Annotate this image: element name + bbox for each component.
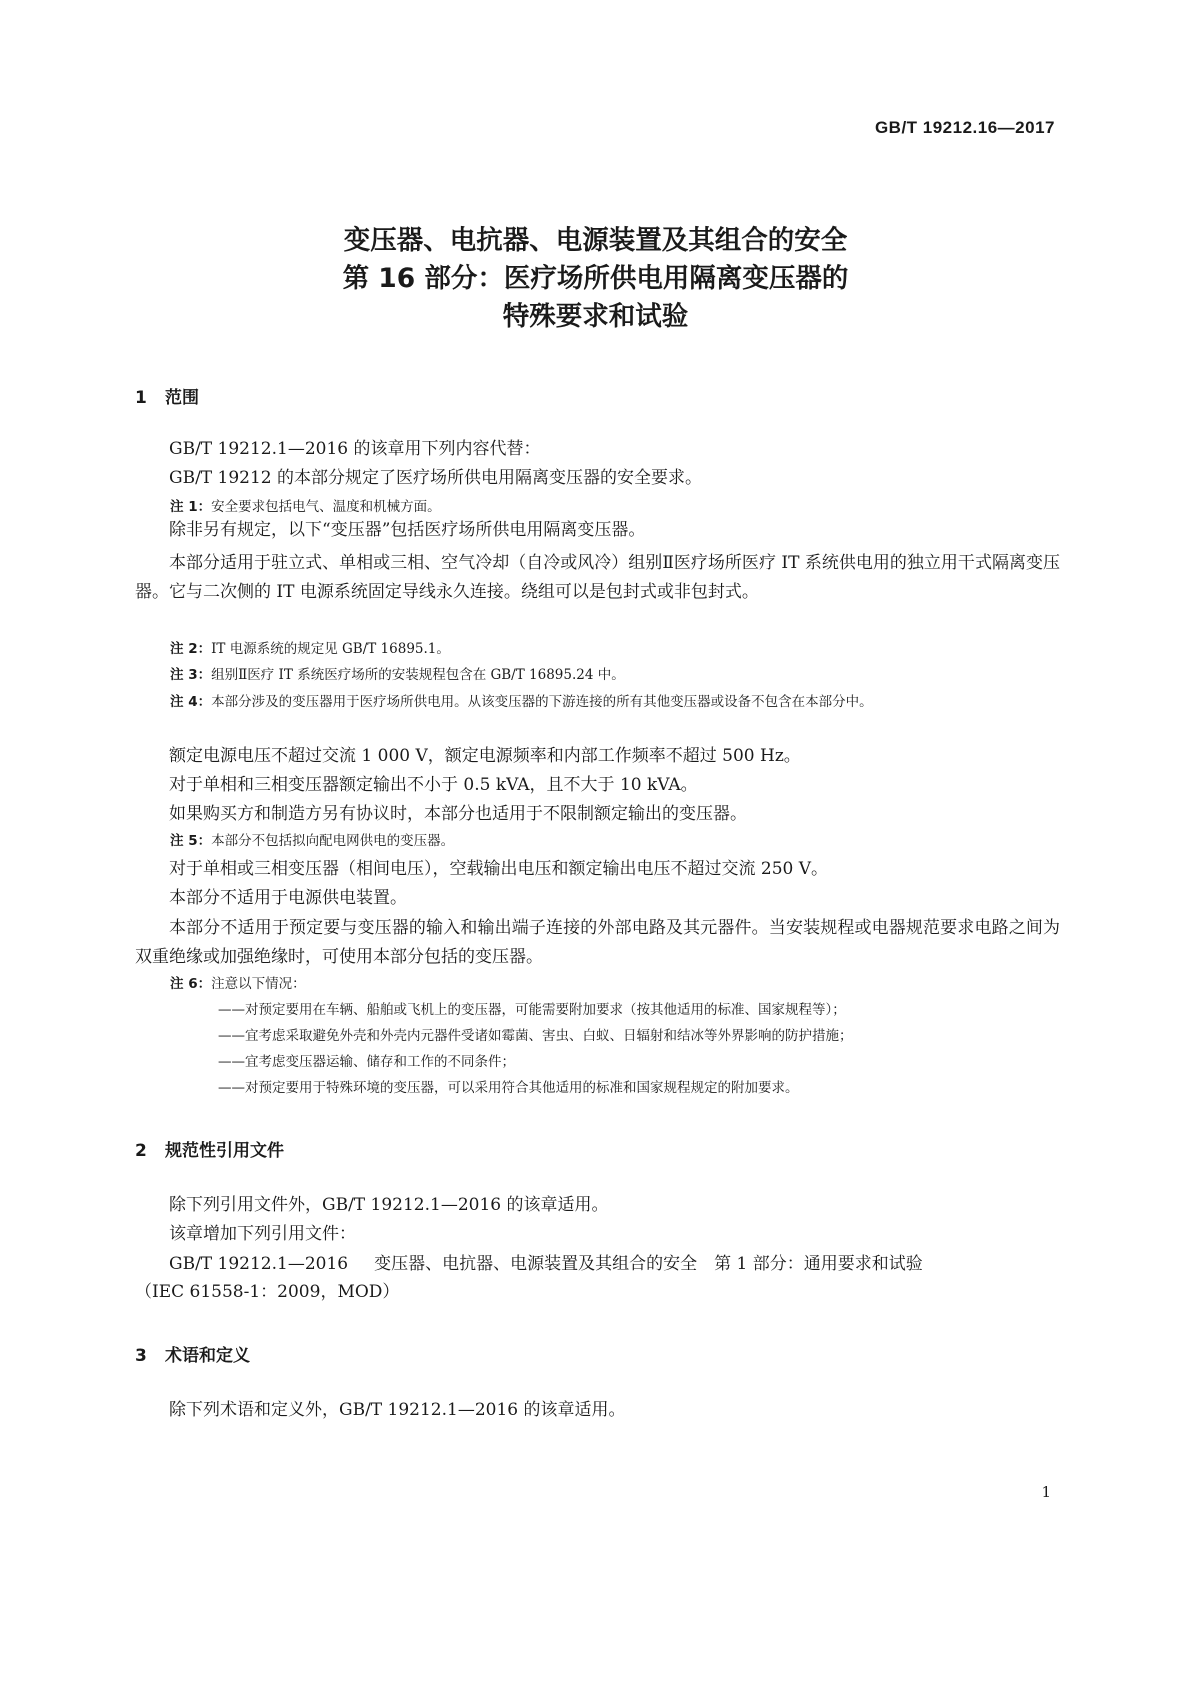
title-line-2: 第 16 部分：医疗场所供电用隔离变压器的 [342, 263, 849, 294]
title-line-1: 变压器、电抗器、电源装置及其组合的安全 [343, 225, 848, 256]
section-2-heading [135, 1136, 284, 1161]
paragraph: 除下列引用文件外，GB/T 19212.1—2016 的该章适用。 [169, 1195, 609, 1215]
note-text: 本部分不包括拟向配电网供电的变压器。 [211, 833, 455, 849]
section-number: 1 [135, 388, 147, 408]
note-text: 本部分涉及的变压器用于医疗场所供电用。从该变压器的下游连接的所有其他变压器或设备不包含在本部分中。 [211, 694, 873, 710]
paragraph: 如果购买方和制造方另有协议时，本部分也适用于不限制额定输出的变压器。 [169, 804, 747, 824]
reference-code: GB/T 19212.1—2016 [169, 1254, 349, 1274]
note-label: 注 5： [170, 833, 212, 849]
note-label: 注 6： [170, 976, 212, 992]
section-number: 3 [135, 1346, 147, 1366]
paragraph: 该章增加下列引用文件： [169, 1224, 356, 1244]
note-5 [170, 829, 1060, 854]
page-number: 1 [1041, 1483, 1051, 1501]
note-text: 安全要求包括电气、温度和机械方面。 [211, 499, 441, 515]
normative-reference [135, 1250, 1060, 1279]
note-list-item: ——宜考虑变压器运输、储存和工作的不同条件； [218, 1054, 515, 1070]
note-label: 注 4： [170, 694, 212, 710]
section-1-heading [135, 383, 199, 408]
reference-title: 变压器、电抗器、电源装置及其组合的安全 第 1 部分：通用要求和试验 [374, 1254, 923, 1274]
paragraph: 除非另有规定，以下“变压器”包括医疗场所供电用隔离变压器。 [169, 520, 646, 540]
note-text: IT 电源系统的规定见 GB/T 16895.1。 [211, 641, 450, 657]
note-text: 组别Ⅱ医疗 IT 系统医疗场所的安装规程包含在 GB/T 16895.24 中。 [211, 667, 625, 683]
paragraph: 对于单相或三相变压器（相间电压），空载输出电压和额定输出电压不超过交流 250 V。 [169, 859, 829, 879]
paragraph: 除下列术语和定义外，GB/T 19212.1—2016 的该章适用。 [169, 1400, 626, 1420]
paragraph: 本部分适用于驻立式、单相或三相、空气冷却（自冷或风冷）组别Ⅱ医疗场所医疗 IT 系统供电用的独立用干式隔离变压器。它与二次侧的 IT 电源系统固定导线永久连接。绕组可以是包封式或非包封式。 [135, 553, 1060, 602]
note-list-item: ——对预定要用于特殊环境的变压器，可以采用符合其他适用的标准和国家规程规定的附加要求。 [218, 1080, 799, 1096]
note-text: 注意以下情况： [211, 976, 306, 992]
paragraph: 对于单相和三相变压器额定输出不小于 0.5 kVA，且不大于 10 kVA。 [169, 775, 698, 795]
document-title [0, 222, 1191, 336]
paragraph: GB/T 19212.1—2016 的该章用下列内容代替： [169, 439, 541, 459]
note-label: 注 2： [170, 641, 212, 657]
paragraph: 本部分不适用于电源供电装置。 [169, 888, 407, 908]
note-4 [170, 690, 1060, 715]
paragraph: GB/T 19212 的本部分规定了医疗场所供电用隔离变压器的安全要求。 [169, 468, 703, 488]
section-title: 范围 [165, 388, 199, 408]
reference-continuation: （IEC 61558-1：2009，MOD） [135, 1282, 400, 1302]
note-label: 注 3： [170, 667, 212, 683]
section-title: 规范性引用文件 [165, 1141, 284, 1161]
note-2 [170, 637, 1060, 662]
note-list-item: ——宜考虑采取避免外壳和外壳内元器件受诸如霉菌、害虫、白蚁、日辐射和结冰等外界影响的防护措施； [218, 1028, 853, 1044]
section-3-heading [135, 1341, 250, 1366]
note-label: 注 1： [170, 499, 212, 515]
note-3 [170, 663, 1060, 688]
section-number: 2 [135, 1141, 147, 1161]
title-line-3: 特殊要求和试验 [502, 301, 689, 332]
paragraph: 额定电源电压不超过交流 1 000 V，额定电源频率和内部工作频率不超过 500 Hz。 [169, 746, 801, 766]
document-code: GB/T 19212.16—2017 [874, 118, 1055, 137]
section-title: 术语和定义 [165, 1346, 250, 1366]
note-6 [170, 972, 1060, 997]
paragraph: 本部分不适用于预定要与变压器的输入和输出端子连接的外部电路及其元器件。当安装规程或电器规范要求电路之间为双重绝缘或加强绝缘时，可使用本部分包括的变压器。 [135, 918, 1060, 967]
note-list-item: ——对预定要用在车辆、船舶或飞机上的变压器，可能需要附加要求（按其他适用的标准、国家规程等）； [218, 1002, 846, 1018]
